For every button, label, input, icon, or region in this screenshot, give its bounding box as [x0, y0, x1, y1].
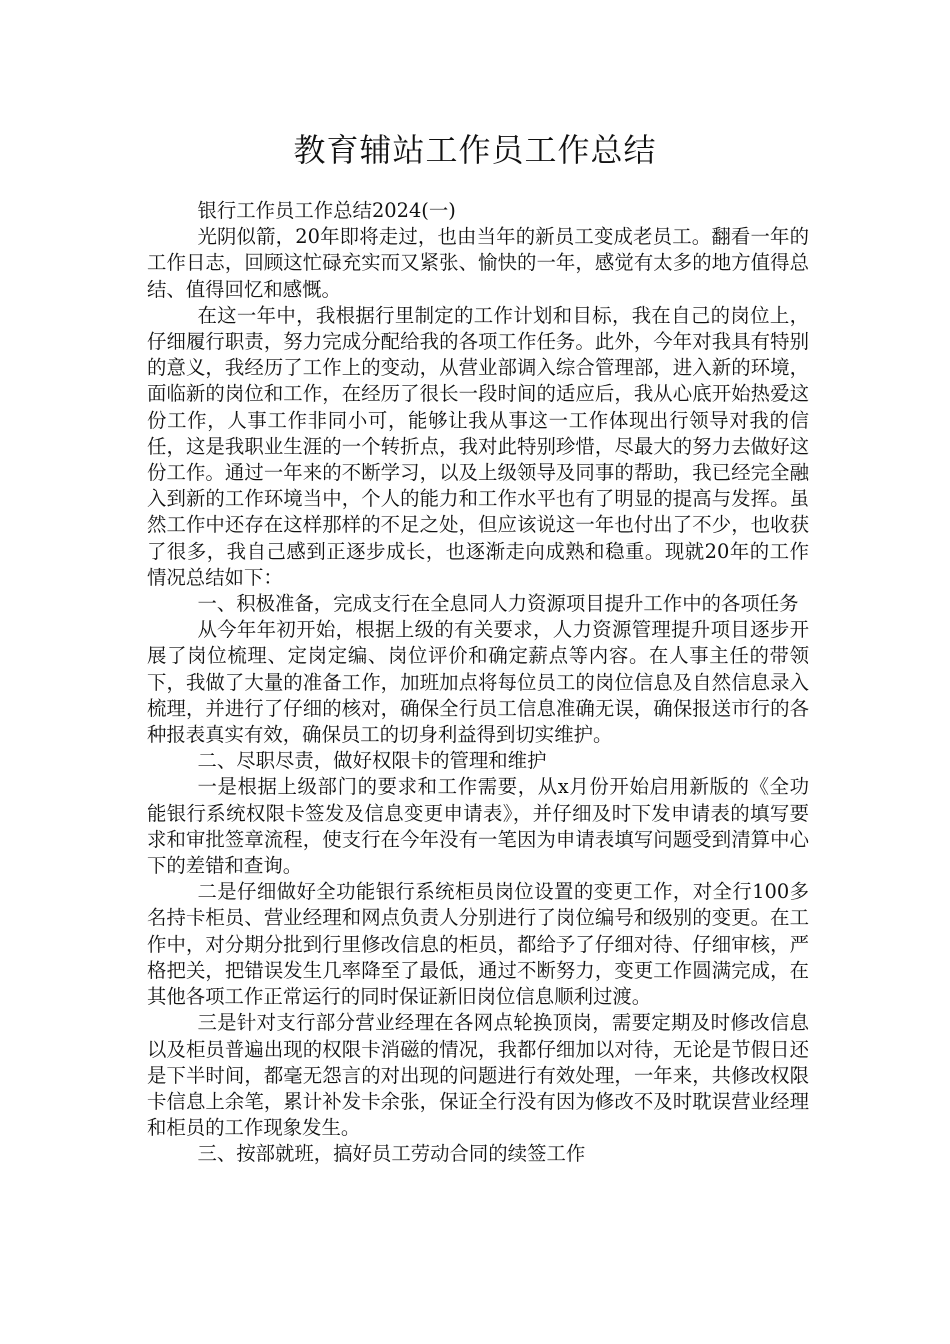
- document-body: [147, 198, 809, 1168]
- paragraph: 三是针对支行部分营业经理在各网点轮换顶岗，需要定期及时修改信息以及柜员普遍出现的权限卡消磁的情况，我都仔细加以对待，无论是节假日还是下半时间，都毫无怨言的对出现的问题进行有效处理，一年来，共修改权限卡信息上余笔，累计补发卡余张，保证全行没有因为修改不及时耽误营业经理和柜员的工作现象发生。: [147, 1011, 809, 1140]
- section-heading: 三、按部就班，搞好员工劳动合同的续签工作: [197, 1142, 586, 1166]
- paragraph: 从今年年初开始，根据上级的有关要求，人力资源管理提升项目逐步开展了岗位梳理、定岗定编、岗位评价和确定薪点等内容。在人事主任的带领下，我做了大量的准备工作，加班加点将每位员工的岗位信息及自然信息录入梳理，并进行了仔细的核对，确保全行员工信息准确无误，确保报送市行的各种报表真实有效，确保员工的切身利益得到切实维护。: [147, 618, 809, 747]
- paragraph: 光阴似箭，20年即将走过，也由当年的新员工变成老员工。翻看一年的工作日志，回顾这忙碌充实而又紧张、愉快的一年，感觉有太多的地方值得总结、值得回忆和感慨。: [147, 225, 809, 301]
- document-title: 教育辅站工作员工作总结: [293, 131, 657, 169]
- paragraph: 一是根据上级部门的要求和工作需要，从x月份开始启用新版的《全功能银行系统权限卡签发及信息变更申请表》，并仔细及时下发申请表的填写要求和审批签章流程，使支行在今年没有一笔因为申请表填写问题受到清算中心下的差错和查询。: [147, 775, 809, 878]
- paragraph: 在这一年中，我根据行里制定的工作计划和目标，我在自己的岗位上，仔细履行职责，努力完成分配给我的各项工作任务。此外，今年对我具有特别的意义，我经历了工作上的变动，从营业部调入综合管理部，进入新的环境，面临新的岗位和工作，在经历了很长一段时间的适应后，我从心底开始热爱这份工作，人事工作非同小可，能够让我从事这一工作体现出行领导对我的信任，这是我职业生涯的一个转折点，我对此特别珍惜，尽最大的努力去做好这份工作。通过一年来的不断学习，以及上级领导及同事的帮助，我已经完全融入到新的工作环境当中，个人的能力和工作水平也有了明显的提高与发挥。虽然工作中还存在这样那样的不足之处，但应该说这一年也付出了不少，也收获了很多，我自己感到正逐步成长，也逐渐走向成熟和稳重。现就20年的工作情况总结如下：: [147, 303, 809, 589]
- section-heading: 一、积极准备，完成支行在全息同人力资源项目提升工作中的各项任务: [197, 592, 799, 616]
- paragraph: 二是仔细做好全功能银行系统柜员岗位设置的变更工作，对全行100多名持卡柜员、营业经理和网点负责人分别进行了岗位编号和级别的变更。在工作中，对分期分批到行里修改信息的柜员，都给予了仔细对待、仔细审核，严格把关，把错误发生几率降至了最低，通过不断努力，变更工作圆满完成，在其他各项工作正常运行的同时保证新旧岗位信息顺利过渡。: [147, 880, 809, 1009]
- document-subtitle: 银行工作员工作总结2024(一): [197, 199, 456, 222]
- section-heading: 二、尽职尽责，做好权限卡的管理和维护: [197, 749, 547, 773]
